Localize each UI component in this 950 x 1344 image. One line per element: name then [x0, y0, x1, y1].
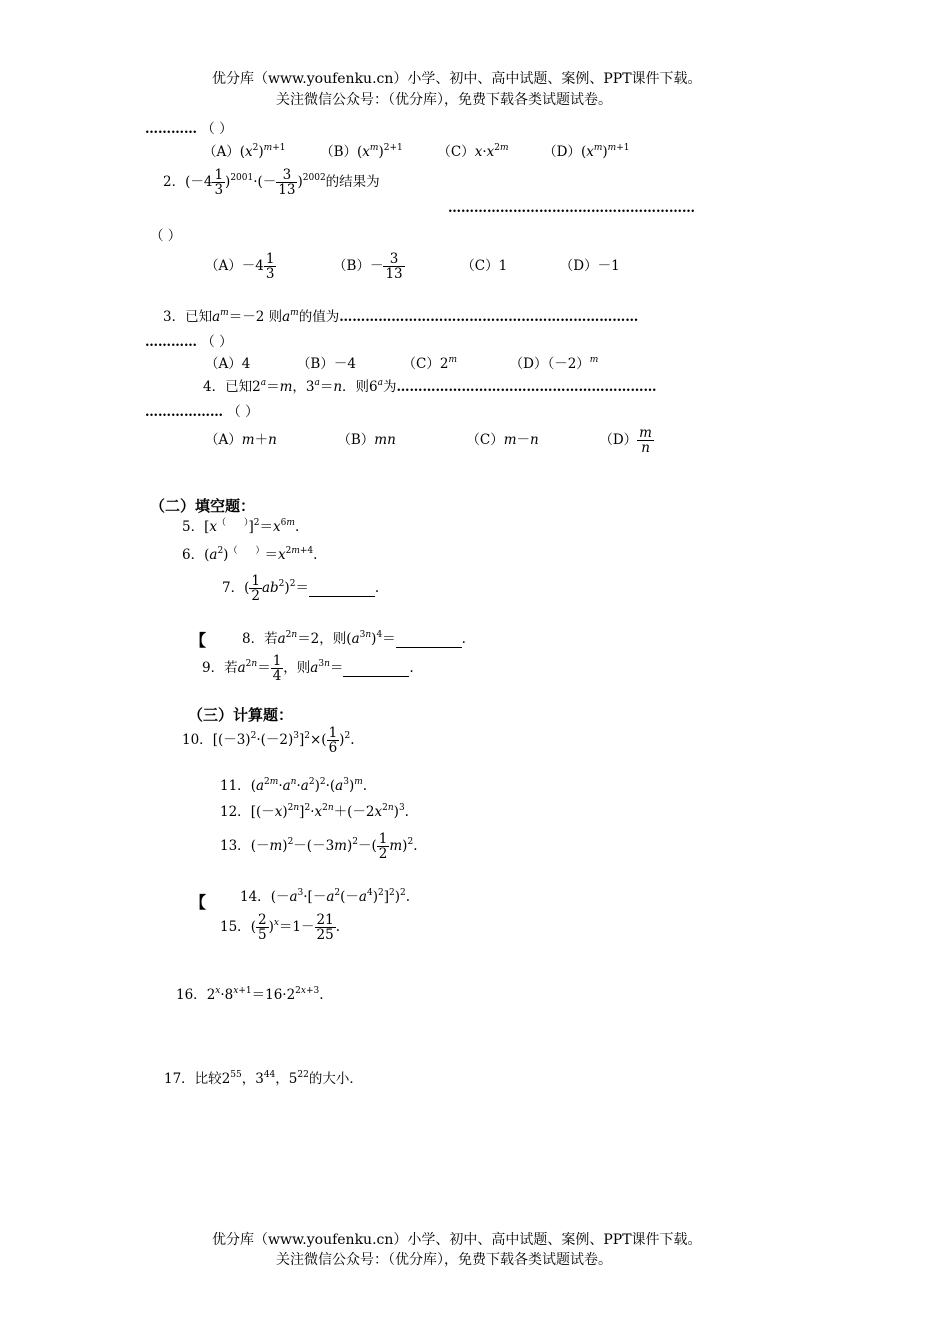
question-2-dots: ………………………………………………… [448, 201, 695, 216]
question-13: 13．$(-m)^2-(-3m)^2-$( $\frac{1}{2}$ m)$^2$. [220, 831, 418, 863]
question-2-options [205, 252, 620, 281]
question-10: 10．$[(-3)^2\cdot(-2)^3]^2\times$( $\frac{1}{6}$ )$^2$. [182, 725, 355, 757]
margin-bracket: 【 [190, 631, 207, 650]
option-b: （B）mn [337, 432, 396, 449]
question-1-options [203, 140, 630, 160]
option-b: （B）－ $\frac{3}{13}$ [333, 251, 403, 283]
question-3-options [205, 352, 598, 372]
option-c: （C）1 [461, 258, 508, 275]
answer-paren: （ ） [201, 121, 233, 137]
option-c: （C）m－n [466, 432, 539, 449]
question-6: 6．$(a^2)^{( )}=x^{2m+4}$. [182, 546, 318, 563]
option-d: （D） $\frac{m}{n}$ [599, 425, 652, 457]
question-1-continuation: ………… （ ） [145, 121, 233, 137]
section-calc-title: （三）计算题： [188, 706, 294, 724]
question-15: 15．( $\frac{2}{5}$ )$^x$＝1－ $\frac{21}{25}$ . [220, 912, 340, 944]
question-2: 2．(－4 $\frac{1}{3}$ )$^{2001}$·(－ $\frac{3}{13}$ )$^{2002}$的结果为 [163, 167, 380, 199]
margin-bracket: 【 [190, 893, 207, 912]
question-8: 8．若$a^{2n}=2$，则$(a^{3n})^4=$ . [242, 630, 466, 647]
question-16: 16．$2^x\cdot 8^{x+1}=16\cdot 2^{2x+3}$. [176, 986, 324, 1003]
question-12: 12．$[(-x)^{2n}]^2\cdot x^{2n}+(-2x^{2n})^3$. [220, 803, 409, 820]
header-line-1: 优分库（www.youfenku.cn）小学、初中、高中试题、案例、PPT课件下载。 [212, 71, 702, 87]
option-d: $(D)(x^m)^{m+1}$ [543, 143, 630, 160]
question-4-continuation: ……………… （ ） [145, 404, 259, 420]
question-9: 9．若$a^{2n}=$ $\frac{1}{4}$ ，则$a^{3n}=$ . [202, 653, 414, 685]
answer-paren: （ ） [227, 404, 259, 420]
option-d: （D）－1 [559, 258, 620, 275]
option-d: $(D)(-2)^m$ [509, 355, 599, 372]
option-a: （A）4 [205, 356, 251, 372]
footer-line-1: 优分库（www.youfenku.cn）小学、初中、高中试题、案例、PPT课件下载。 [212, 1232, 702, 1248]
question-4-options [205, 426, 654, 455]
option-c: （C）2$^m$ [402, 355, 458, 372]
question-4: 4．已知$2^a=m$，$3^a=n$．则6$^a$为…………………………………………………… [203, 378, 657, 395]
answer-paren: （ ） [201, 334, 233, 350]
option-a: （A）m＋n [205, 432, 277, 449]
header-line-2: 关注微信公众号：（优分库），免费下载各类试题试卷。 [276, 92, 612, 108]
section-fill-title: （二）填空题： [150, 497, 256, 515]
question-7: 7．( $\frac{1}{2}$ $ab^2)^2=$ . [222, 573, 380, 605]
option-a: （A）－4 $\frac{1}{3}$ [205, 251, 275, 283]
footer-line-2: 关注微信公众号：（优分库），免费下载各类试题试卷。 [276, 1252, 612, 1268]
answer-paren: （ ） [150, 228, 182, 244]
option-a: $(A)(x^2)^{m+1}$ [203, 143, 286, 160]
question-17: 17．比较$2^{55}$，$3^{44}$，$5^{22}$的大小． [164, 1070, 363, 1087]
option-b: （B）－4 [296, 356, 356, 372]
question-5: 5．$[x^{( )}]^2=x^{6m}$. [182, 518, 300, 535]
question-3: 3．已知$a^m=-2$ 则$a^m$的值为…………………………………………………………… [163, 308, 639, 325]
question-3-continuation: ………… （ ） [145, 334, 233, 350]
question-14: 14．$(-a^3\cdot[-a^2(-a^4)^2]^2)^2$. [240, 888, 411, 905]
question-11: 11．$(a^{2m}\cdot a^n\cdot a^2)^2\cdot(a^3)^m$. [220, 777, 368, 794]
option-c: $(C)x\cdot x^{2m}$ [437, 143, 509, 160]
option-b: $(B)(x^m)^{2+1}$ [320, 143, 403, 160]
